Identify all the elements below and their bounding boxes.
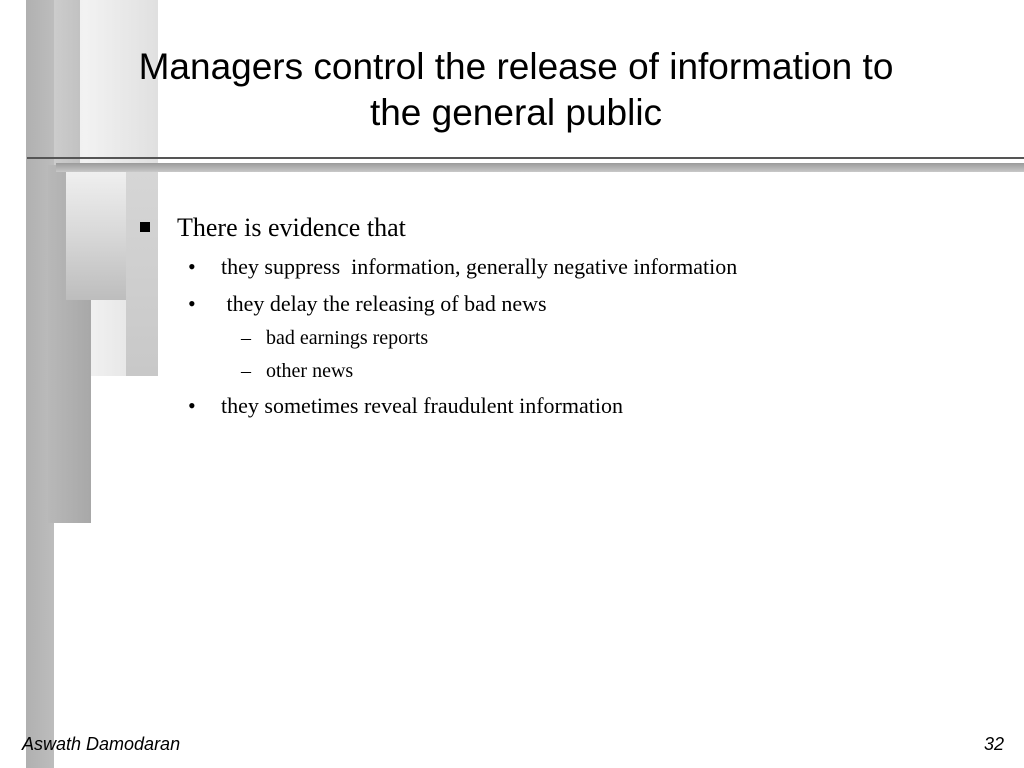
bullet-reveal-fraudulent-information: they sometimes reveal fraudulent information: [221, 393, 623, 418]
slide-title-line-2: the general public: [369, 92, 663, 133]
square-bullet-icon: [140, 222, 150, 232]
footer-page-number: 32: [983, 734, 1004, 754]
bullet-bad-earnings-reports: bad earnings reports: [266, 327, 429, 349]
dash-bullet-icon: –: [241, 327, 251, 349]
footer-author: Aswath Damodaran: [22, 734, 181, 754]
bullet-dot-icon: •: [188, 291, 196, 316]
bullet-other-news: other news: [266, 360, 354, 382]
bullet-suppress-information: they suppress information, generally negative information: [221, 254, 738, 279]
dash-bullet-icon: –: [241, 360, 251, 382]
bullet-delay-bad-news: they delay the releasing of bad news: [221, 291, 547, 316]
slide-title-line-1: Managers control the release of information to: [138, 46, 894, 87]
bullet-dot-icon: •: [188, 393, 196, 418]
bullet-level1-evidence: There is evidence that: [177, 213, 406, 242]
bullet-dot-icon: •: [188, 254, 196, 279]
